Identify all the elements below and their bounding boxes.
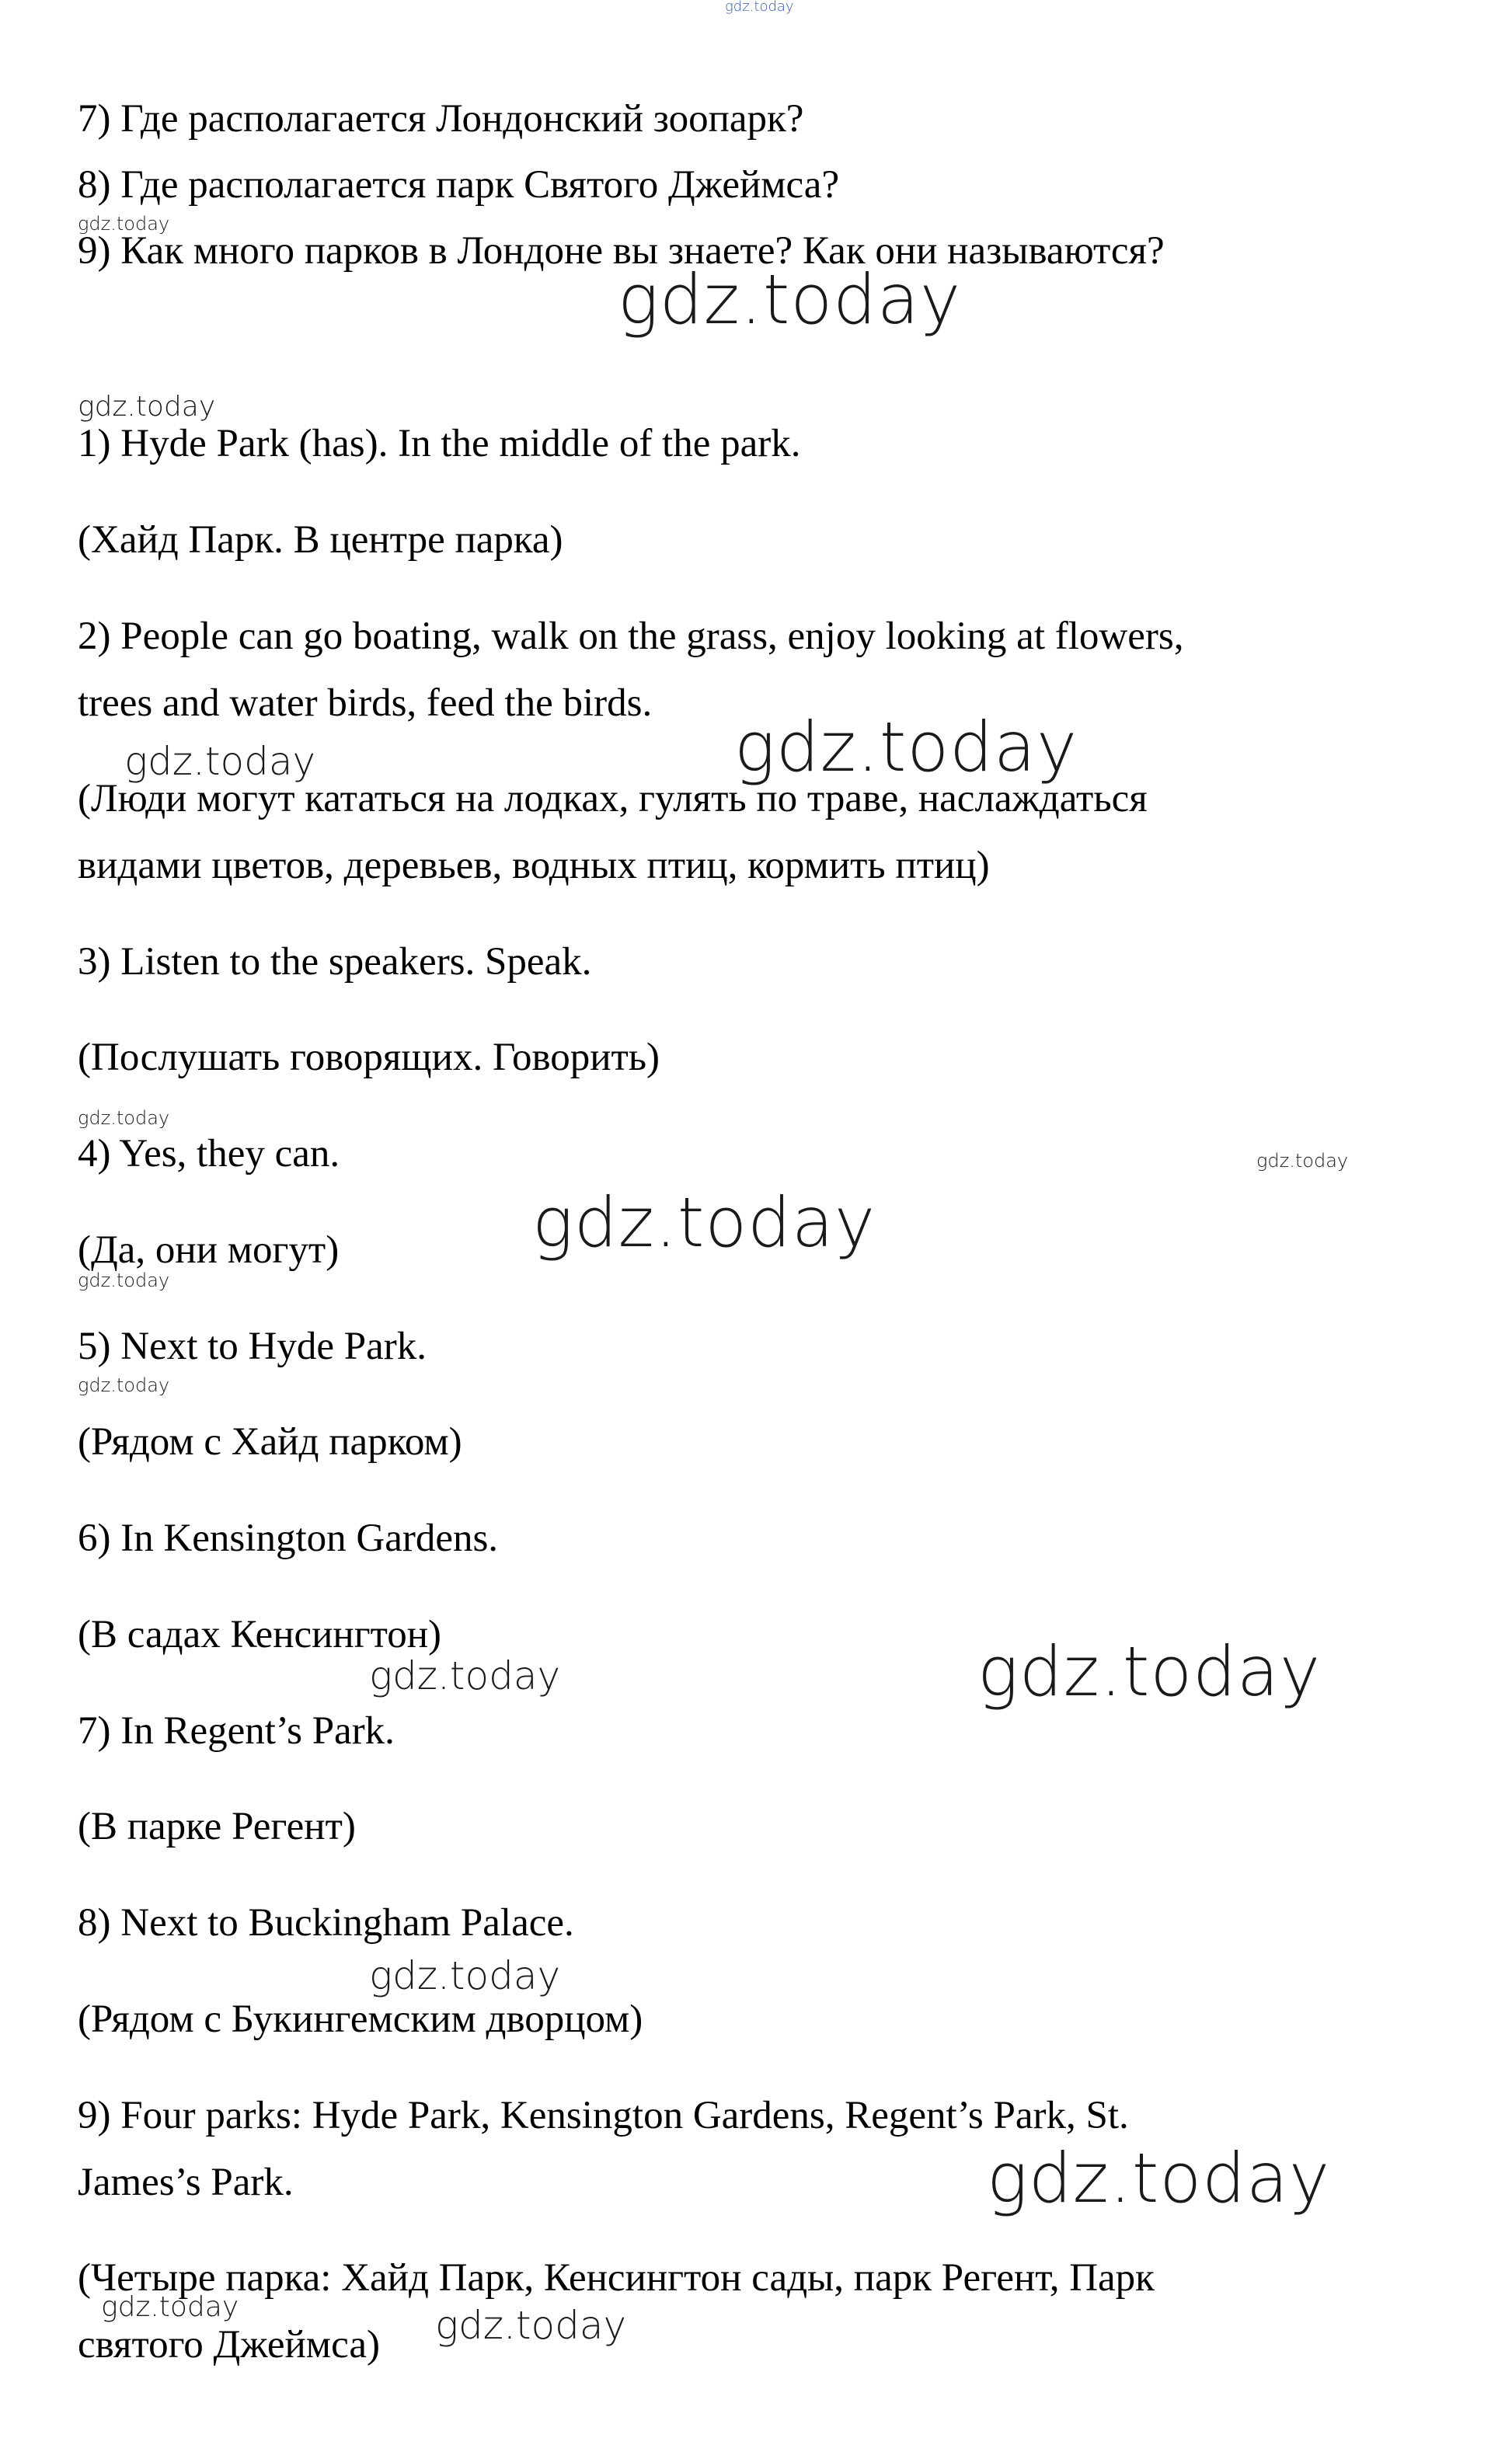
answer-8-en: 8) Next to Buckingham Palace.	[78, 1901, 574, 1945]
watermark: gdz.today	[734, 707, 1078, 787]
answer-2-en-line1: 2) People can go boating, walk on the grass, enjoy looking at flowers,	[78, 615, 1184, 658]
watermark: gdz.today	[78, 1270, 170, 1291]
watermark: gdz.today	[78, 391, 216, 423]
answer-9-ru-line1: (Четыре парка: Хайд Парк, Кенсингтон сады, парк Регент, Парк	[78, 2256, 1155, 2300]
answer-8-ru: (Рядом с Букингемским дворцом)	[78, 1997, 643, 2041]
answer-4-ru: (Да, они могут)	[78, 1228, 340, 1272]
answer-1-ru: (Хайд Парк. В центре парка)	[78, 518, 563, 562]
answer-9-ru-line2: святого Джеймса)	[78, 2323, 380, 2367]
watermark: gdz.today	[1256, 1150, 1349, 1172]
answer-6-ru: (В садах Кенсингтон)	[78, 1613, 442, 1656]
answer-7-ru: (В парке Регент)	[78, 1805, 356, 1848]
watermark: gdz.today	[369, 1653, 561, 1698]
watermark: gdz.today	[987, 2138, 1331, 2218]
watermark: gdz.today	[78, 1374, 170, 1396]
answer-1-en: 1) Hyde Park (has). In the middle of the park.	[78, 422, 801, 465]
watermark: gdz.today	[369, 1953, 561, 1998]
answer-3-en: 3) Listen to the speakers. Speak.	[78, 940, 592, 984]
watermark: gdz.today	[78, 1107, 170, 1129]
question-8: 8) Где располагается парк Святого Джеймса?	[78, 163, 840, 207]
answer-5-en: 5) Next to Hyde Park.	[78, 1325, 427, 1368]
question-7: 7) Где располагается Лондонский зоопарк?	[78, 97, 804, 141]
answer-6-en: 6) In Kensington Gardens.	[78, 1517, 499, 1560]
answer-4-en: 4) Yes, they can.	[78, 1132, 340, 1175]
answer-2-en-line2: trees and water birds, feed the birds.	[78, 681, 653, 725]
answer-3-ru: (Послушать говорящих. Говорить)	[78, 1036, 660, 1079]
watermark: gdz.today	[725, 0, 794, 15]
answer-9-en-line1: 9) Four parks: Hyde Park, Kensington Gardens, Regent’s Park, St.	[78, 2094, 1129, 2137]
watermark: gdz.today	[101, 2291, 239, 2323]
answer-9-en-line2: James’s Park.	[78, 2161, 294, 2204]
answer-5-ru: (Рядом с Хайд парком)	[78, 1420, 462, 1464]
watermark: gdz.today	[618, 259, 962, 340]
answer-2-ru-line1: (Люди могут кататься на лодках, гулять по траве, наслаждаться	[78, 777, 1148, 820]
watermark: gdz.today	[78, 213, 170, 235]
watermark: gdz.today	[435, 2303, 627, 2348]
watermark: gdz.today	[977, 1632, 1322, 1712]
answer-7-en: 7) In Regent’s Park.	[78, 1709, 395, 1753]
answer-2-ru-line2: видами цветов, деревьев, водных птиц, кормить птиц)	[78, 844, 990, 887]
watermark: gdz.today	[532, 1182, 876, 1263]
question-9: 9) Как много парков в Лондоне вы знаете? Как они называются?	[78, 229, 1165, 273]
watermark: gdz.today	[124, 739, 316, 784]
